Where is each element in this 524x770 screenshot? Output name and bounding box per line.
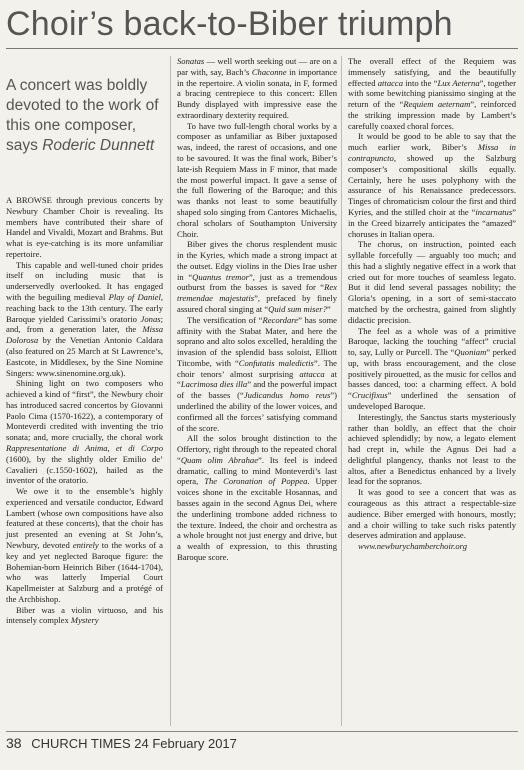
top-rule xyxy=(6,48,518,49)
article-paragraph: Shining light on two composers who achieved a kind of “first”, the Newbury choir has introduced sacred concertos by Giovanni Paolo Cima (1570-1622), a contemporary of Monteverdi credited with inventing the trio sonata; and, more crucially, the choral work Rappresentatione di Anima, et di Corpo (1600), by the slightly older Emilio de’ Cavalieri (c.1550-1602), hailed as the inventor of the oratorio. xyxy=(6,378,163,486)
column-divider xyxy=(341,56,342,726)
column-divider xyxy=(170,56,171,726)
headline: Choir’s back-to-Biber triumph xyxy=(6,5,453,43)
article-paragraph: Interestingly, the Sanctus starts mysteriously rather than boldly, an effect that the choir achieved splendidly; by now, a legato element had crept in, while the Agnus Dei had a delightful plangency, thanks not least to the altos, after a Benedictus enhanced by a lively lead for the sopranos. xyxy=(348,411,516,487)
publication-name: CHURCH TIMES xyxy=(31,736,131,751)
standfirst-author: Roderic Dunnett xyxy=(42,137,155,154)
standfirst xyxy=(6,76,166,156)
article-paragraph: To have two full-length choral works by a composer as unfamiliar as Biber juxtaposed was, indeed, the rarest of occasions, and one to be savoured. It was the final work, Biber’s late-ish Requiem Mass in F minor, that made the most powerful impact. It gave a sense of the full flowering of the Baroque; and this was thanks not least to some beautifully shaped solo singing from Cantores Michaelis, choral scholars of Southampton University Choir. xyxy=(177,120,337,239)
article-paragraph: Sonatas — well worth seeking out — are on a par with, say, Bach’s Chaconne in importance in the repertoire. A violin sonata, in F, formed a bracing centrepiece to this concert: Ellen Bundy displayed with impressive ease the extraordinary dexterity required. xyxy=(177,56,337,120)
issue-date: 24 February 2017 xyxy=(134,736,237,751)
page-number: 38 xyxy=(6,735,22,751)
article-paragraph: The versification of “Recordare” has some affinity with the Stabat Mater, and here the soprano and alto solos excelled, heralding the invasion of the splendid bass soloist, Elliott Titcombe, with “Confutatis maledictis”. The choir tenors’ almost surprising attacca at “Lacrimosa dies illa” and the powerful impact of the basses (“Judicandus homo reus”) underlined the ability of the lower voices, and confirmed all the forces’ satisfying command of the score. xyxy=(177,314,337,433)
article-paragraph: It would be good to be able to say that the much earlier work, Biber’s Missa in contrapuncto, showed up the Salzburg composer’s compositional skills equally. Certainly, here he uses polyphony with the assurance of his Renaissance predecessors. Tinges of chromaticism colour the first and third Kyries, and the stilled choir at the “incarnatus” in the Creed bizarrely anticipates the “amazed” choruses in Italian opera. xyxy=(348,131,516,239)
choir-website-link[interactable]: www.newburychamberchoir.org xyxy=(358,541,468,552)
article-paragraph: The chorus, on instruction, pointed each syllable forcefully — arguably too much; and this had a slightly negative effect in a work that cried out for more touches of seamless legato. But it did lend several passages nobility; the Gloria’s opening, in a sort of semi-staccato matched by the orchestra, gained from slightly didactic precision. xyxy=(348,239,516,325)
article-column-3 xyxy=(348,56,516,727)
article-paragraph: Biber was a violin virtuoso, and his intensely complex Mystery xyxy=(6,604,163,626)
article-paragraph: The feel as a whole was of a primitive Baroque, lacking the touching “affect” crucial to, say, Lully or Purcell. The “Quoniam” perked up, with brass encouragement, and the close positively pirouetted, as the music for cellos and basses danced, too: a charming effect. A bold “Crucifixus” underlined the sensation of undeveloped Baroque. xyxy=(348,325,516,411)
article-paragraph: All the solos brought distinction to the Offertory, right through to the repeated choral “Quam olim Abrahae”. Its feel is indeed dramatic, calling to mind Monteverdi’s last opera, The Coronation of Poppea. Upper voices shone in the excitable Hosannas, and basses again in the second Agnus Dei, where the underlining trombone added richness to the texture. Indeed, the choir and orchestra as a whole brought not just energy and drive, but a wealth of expression, to this thrusting Baroque score. xyxy=(177,433,337,562)
article-paragraph: We owe it to the ensemble’s highly experienced and versatile conductor, Edward Lambert (whose own compositions have also featured at these concerts), that the choir has just presented an evening at St John’s, Newbury, devoted entirely to the works of a key and yet neglected Baroque figure: the Bohemian-born Heinrich Biber (1644-1704), who was latterly Imperial Court Kapellmeister at Salzburg and a protégé of the Archbishop. xyxy=(6,486,163,604)
article-paragraph: Biber gives the chorus resplendent music in the Kyries, which made a strong impact at the outset. Edgy violins in the Dies Irae usher in “Quantus tremor”, just as a tremendous outburst from the basses is saved for “Rex tremendae majestatis”, prefaced by finely assured choral singing at “Quid sum miser?” xyxy=(177,239,337,314)
article-column-1 xyxy=(6,195,163,727)
article-paragraph: A BROWSE through previous concerts by Newbury Chamber Choir is revealing. Its members have contributed their share of Handel and Vivaldi, Mozart and Brahms. But what is eye-catching is its more unfamiliar repertoire. xyxy=(6,195,163,259)
article-column-2 xyxy=(177,56,337,727)
bottom-rule xyxy=(6,731,518,732)
article-paragraph: This capable and well-tuned choir prides itself on including music that is underservedly overlooked. It has engaged with the beguiling medieval Play of Daniel, reaching back to the 13th century. The early Baroque yielded Carissimi’s oratorio Jonas; and, from a generation later, the Missa Dolorosa by the Venetian Antonio Caldara (also featured on 25 March at St Lawrence’s, Eastcote, in Middlesex, by the Sine Nomine Singers: www.sinenomine.org.uk). xyxy=(6,259,163,378)
article-paragraph: It was good to see a concert that was as courageous as this attract a respectable-size audience. Biber emerged with honours, mostly; and a choir willing to take such risks patently deserves admiration and applause. xyxy=(348,487,516,541)
page-footer xyxy=(6,735,518,752)
standfirst-text: A concert was boldly devoted to the work of this one composer, says xyxy=(6,77,159,154)
article-paragraph: The overall effect of the Requiem was immensely satisfying, and the beautifully effected attacca into the “Lux Aeterna”, together with some bewitching pianissimo singing at the return of the “Requiem aeternam”, reinforced the striking impression made by Lambert’s carefully coaxed choral forces. xyxy=(348,56,517,131)
